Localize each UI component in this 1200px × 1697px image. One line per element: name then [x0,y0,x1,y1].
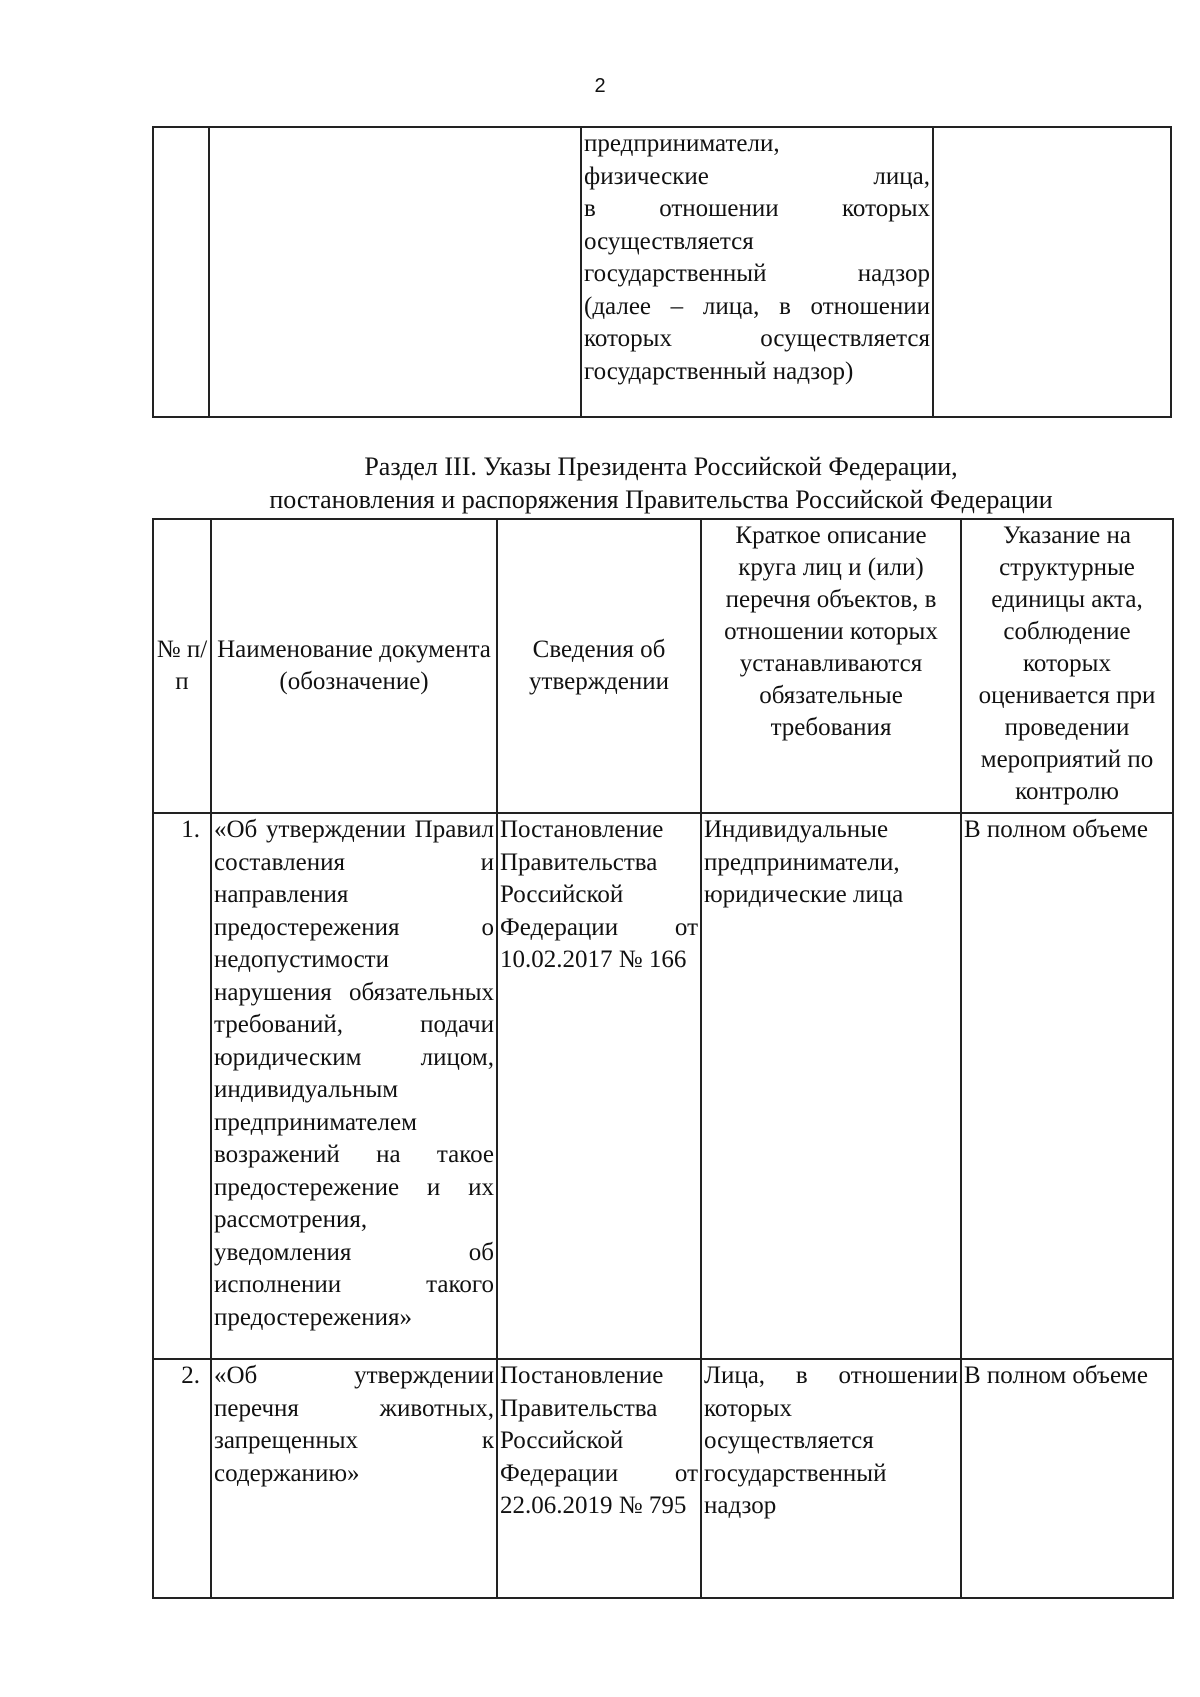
header-document-name: Наименование документа (обозначение) [211,519,497,813]
table-cell [933,127,1171,417]
header-approval: Сведения об утверждении [497,519,701,813]
cell-line: осуществляется [584,227,754,255]
cell-line: которых осуществляется [584,325,930,352]
row-number: 2. [153,1359,211,1598]
table-row [153,127,1171,417]
table-row [153,1359,1173,1598]
structural-units: В полном объеме [961,1359,1173,1598]
cell-line: физические лица, [584,162,930,190]
header-structural-units: Указание на структурные единицы акта, соблюдение которых оценивается при проведении мероприятий по контролю [961,519,1173,813]
table-cell [153,127,209,417]
header-persons: Краткое описание круга лиц и (или) перечня объектов, в отношении которых устанавливаются обязательные требования [701,519,961,813]
approval-info: Постановление Правительства Российской Федерации от 10.02.2017 № 166 [497,813,701,1359]
cell-line: (далее – лица, в отношении [584,292,930,320]
documents-table [152,518,1174,1599]
continuation-table [152,126,1172,418]
persons-description: Лица, в отношении которых осуществляется государственный надзор [701,1359,961,1598]
cell-line: государственный надзор) [584,357,854,385]
cell-line: государственный надзор [584,260,930,287]
row-number: 1. [153,813,211,1359]
table-row [153,813,1173,1359]
table-cell [209,127,581,417]
persons-description: Индивидуальные предприниматели, юридические лица [701,813,961,1359]
section-title [152,450,1170,516]
document-name: «Об утверждении Правил составления и направления предостережения о недопустимости нарушения обязательных требований, подачи юридическим лицом, индивидуальным предпринимателем возражений на такое предостережение и их рассмотрения, уведомления об исполнении такого предостережения» [211,813,497,1359]
section-title-line: Раздел III. Указы Президента Российской Федерации, [364,452,958,481]
approval-info: Постановление Правительства Российской Федерации от 22.06.2019 № 795 [497,1359,701,1598]
cell-line: в отношении которых [584,195,930,222]
page-number: 2 [594,75,606,97]
section-title-line: постановления и распоряжения Правительства Российской Федерации [269,485,1053,514]
structural-units: В полном объеме [961,813,1173,1359]
document-name: «Об утверждении перечня животных, запрещенных к содержанию» [211,1359,497,1598]
header-num: № п/п [153,519,211,813]
table-cell [581,127,933,417]
cell-line: предприниматели, [584,130,780,157]
table-header-row [153,519,1173,813]
